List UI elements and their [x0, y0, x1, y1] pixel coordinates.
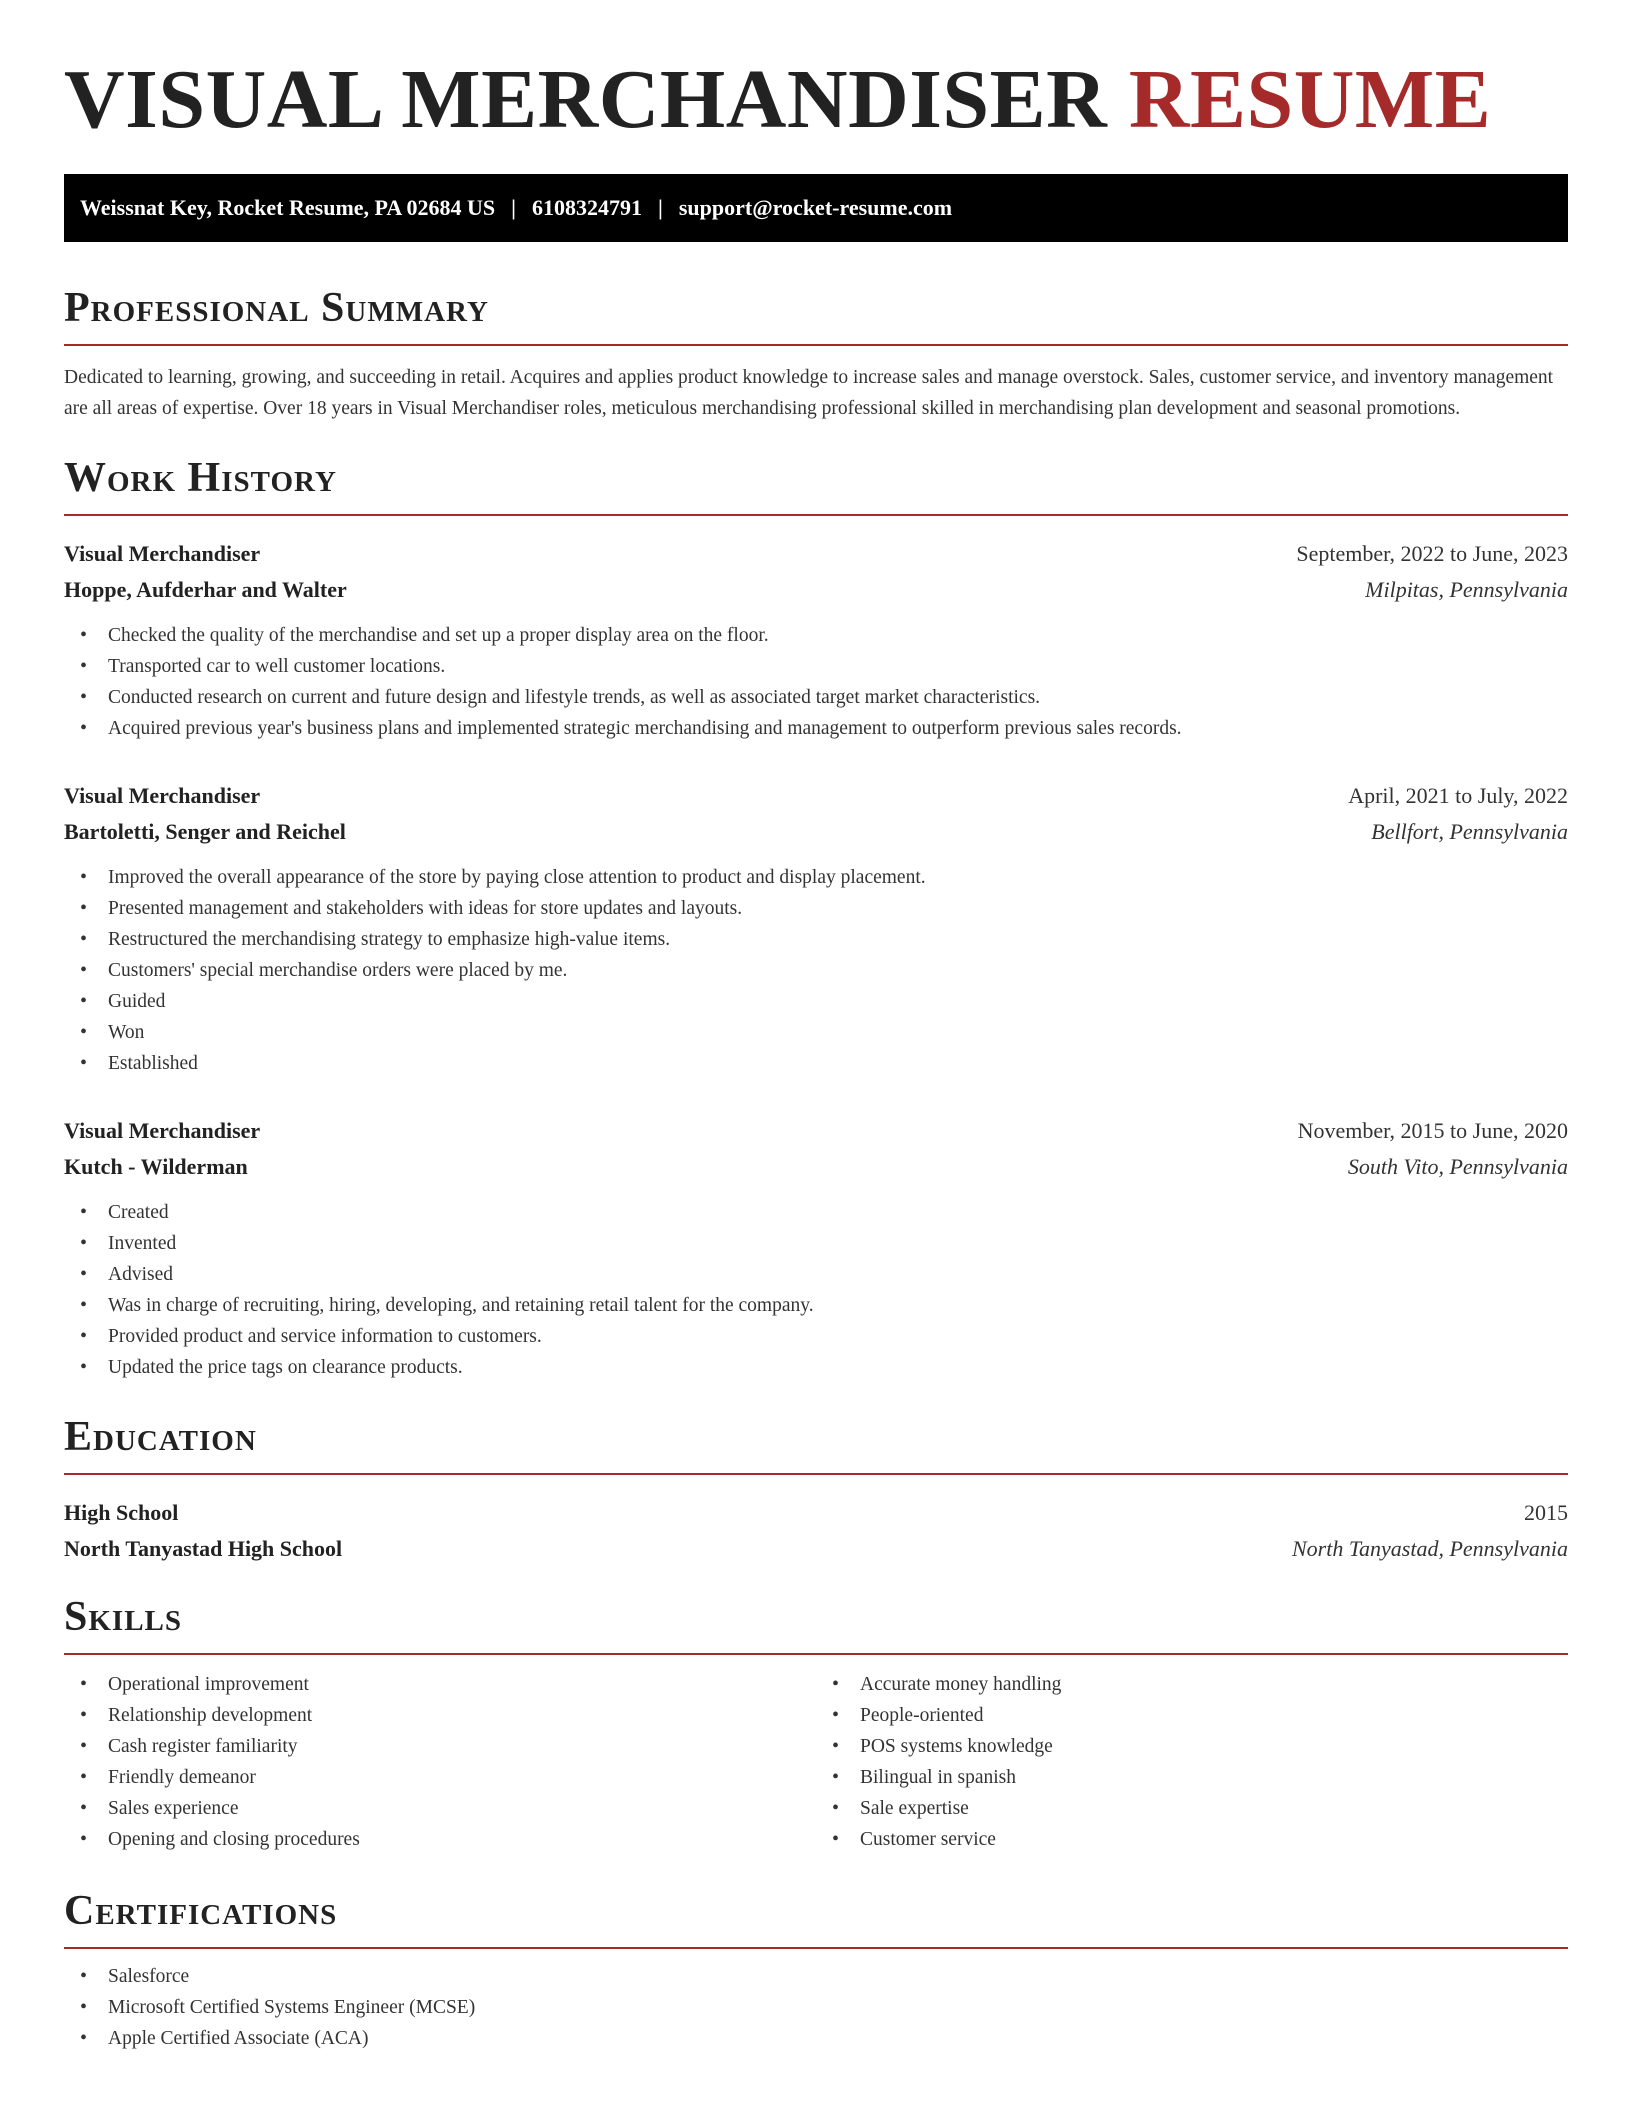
certifications-section	[64, 1889, 1568, 2054]
skills-section	[64, 1595, 1568, 1855]
job-entry	[64, 536, 1568, 744]
list-item: • Won	[64, 1017, 1568, 1048]
work-history-section	[64, 456, 1568, 1383]
skill-item: • Customer service	[816, 1824, 1568, 1855]
certification-item: • Microsoft Certified Systems Engineer (MCSE)	[64, 1992, 1568, 2023]
job-company: Hoppe, Aufderhar and Walter	[64, 577, 347, 603]
title-main: VISUAL MERCHANDISER	[64, 53, 1108, 146]
list-item: • Advised	[64, 1259, 1568, 1290]
skill-item: • Relationship development	[64, 1700, 816, 1731]
job-entry	[64, 1113, 1568, 1383]
skill-item: • POS systems knowledge	[816, 1731, 1568, 1762]
list-item: • Improved the overall appearance of the store by paying close attention to product and display placement.	[64, 862, 1568, 893]
skill-item: • Opening and closing procedures	[64, 1824, 816, 1855]
list-item: • Checked the quality of the merchandise and set up a proper display area on the floor.	[64, 620, 1568, 651]
certifications-heading: Certifications	[64, 1888, 338, 1935]
section-divider	[64, 1947, 1568, 1949]
list-item: • Acquired previous year's business plans and implemented strategic merchandising and management to outperform previous sales records.	[64, 713, 1568, 744]
summary-text: Dedicated to learning, growing, and succeeding in retail. Acquires and applies product knowledge to increase sales and manage overstock. Sales, customer service, and inventory management are all areas of expertise. Over 18 years in Visual Merchandiser roles, meticulous merchandising professional skilled in merchandising plan development and seasonal promotions.	[64, 367, 1554, 420]
list-item: • Guided	[64, 986, 1568, 1017]
certifications-list	[64, 1961, 1568, 2054]
skill-item: • Friendly demeanor	[64, 1762, 816, 1793]
job-dates: September, 2022 to June, 2023	[1296, 541, 1568, 567]
list-item: • Transported car to well customer locations.	[64, 651, 1568, 682]
job-title: Visual Merchandiser	[64, 783, 261, 809]
contact-bar	[64, 174, 1568, 242]
list-item: • Invented	[64, 1228, 1568, 1259]
job-location: Milpitas, Pennsylvania	[1365, 577, 1568, 603]
job-location: Bellfort, Pennsylvania	[1371, 819, 1568, 845]
list-item: • Updated the price tags on clearance products.	[64, 1352, 1568, 1383]
list-item: • Presented management and stakeholders with ideas for store updates and layouts.	[64, 893, 1568, 924]
contact-separator: |	[658, 195, 663, 220]
skill-item: • Operational improvement	[64, 1669, 816, 1700]
skills-heading: Skills	[64, 1594, 183, 1641]
job-title: Visual Merchandiser	[64, 541, 261, 567]
list-item: • Was in charge of recruiting, hiring, developing, and retaining retail talent for the company.	[64, 1290, 1568, 1321]
contact-address: Weissnat Key, Rocket Resume, PA 02684 US	[80, 195, 496, 220]
job-location: South Vito, Pennsylvania	[1347, 1154, 1568, 1180]
list-item: • Restructured the merchandising strategy to emphasize high-value items.	[64, 924, 1568, 955]
list-item: • Provided product and service information to customers.	[64, 1321, 1568, 1352]
skills-list-left	[64, 1669, 816, 1855]
job-company: Bartoletti, Senger and Reichel	[64, 819, 346, 845]
work-history-heading: Work History	[64, 455, 337, 502]
education-degree: High School	[64, 1500, 179, 1526]
contact-phone[interactable]: 6108324791	[532, 195, 642, 220]
education-year: 2015	[1524, 1500, 1568, 1526]
list-item: • Established	[64, 1048, 1568, 1079]
job-bullets	[64, 1197, 1568, 1383]
job-bullets	[64, 862, 1568, 1079]
contact-email[interactable]: support@rocket-resume.com	[678, 195, 953, 220]
education-entry	[64, 1495, 1568, 1567]
list-item: • Customers' special merchandise orders were placed by me.	[64, 955, 1568, 986]
certification-item: • Salesforce	[64, 1961, 1568, 1992]
resume-title	[64, 53, 1568, 146]
skill-item: • Cash register familiarity	[64, 1731, 816, 1762]
section-divider	[64, 344, 1568, 346]
job-entry	[64, 778, 1568, 1079]
job-company: Kutch - Wilderman	[64, 1154, 248, 1180]
job-dates: April, 2021 to July, 2022	[1348, 783, 1568, 809]
list-item: • Created	[64, 1197, 1568, 1228]
skill-item: • Accurate money handling	[816, 1669, 1568, 1700]
skills-columns	[64, 1669, 1568, 1855]
section-divider	[64, 514, 1568, 516]
section-divider	[64, 1653, 1568, 1655]
skill-item: • Bilingual in spanish	[816, 1762, 1568, 1793]
summary-heading: Professional Summary	[64, 285, 489, 331]
section-divider	[64, 1473, 1568, 1475]
skills-list-right	[816, 1669, 1568, 1855]
summary-section	[64, 286, 1568, 424]
certification-item: • Apple Certified Associate (ACA)	[64, 2023, 1568, 2054]
education-school: North Tanyastad High School	[64, 1536, 343, 1562]
skill-item: • People-oriented	[816, 1700, 1568, 1731]
job-dates: November, 2015 to June, 2020	[1297, 1118, 1568, 1144]
education-heading: Education	[64, 1414, 257, 1461]
education-location: North Tanyastad, Pennsylvania	[1291, 1536, 1568, 1562]
job-title: Visual Merchandiser	[64, 1118, 261, 1144]
list-item: • Conducted research on current and future design and lifestyle trends, as well as associated target market characteristics.	[64, 682, 1568, 713]
title-accent: RESUME	[1128, 53, 1492, 146]
skill-item: • Sale expertise	[816, 1793, 1568, 1824]
job-bullets	[64, 620, 1568, 744]
education-section	[64, 1415, 1568, 1567]
contact-separator: |	[511, 195, 516, 220]
skill-item: • Sales experience	[64, 1793, 816, 1824]
